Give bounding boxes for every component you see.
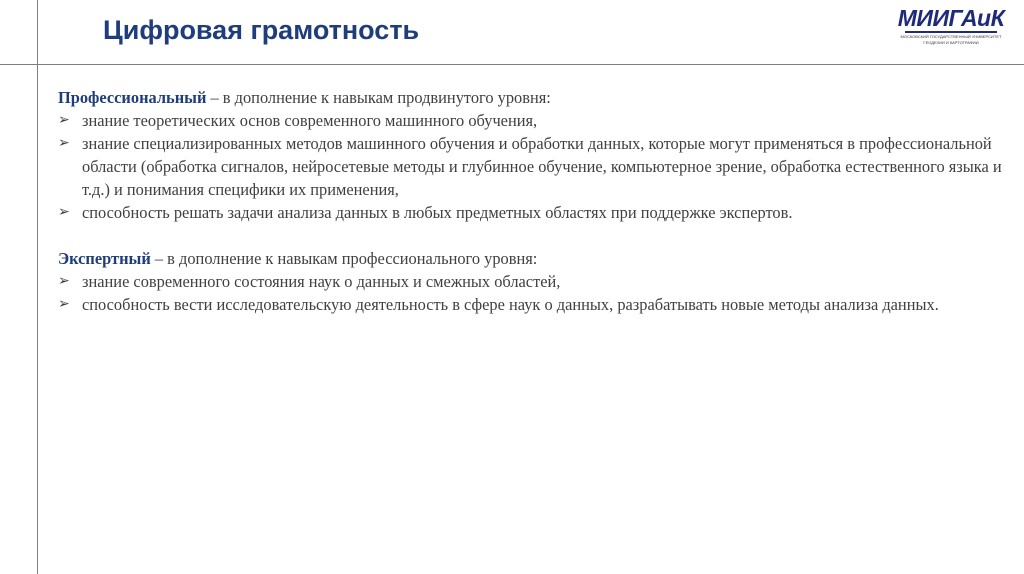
list-item-text: способность решать задачи анализа данных в любых предметных областях при поддержке экспертов. bbox=[82, 203, 793, 222]
slide-title: Цифровая грамотность bbox=[103, 15, 420, 45]
list-item-text: знание специализированных методов машинного обучения и обработки данных, которые могут применяться в профессиональной области (обработка сигналов, нейросетевые методы и глубинное обучение, компьютерное зрение, обработка естественного языка и т.д.) и понимания специфики их применения, bbox=[82, 134, 1002, 199]
logo-underline bbox=[905, 31, 997, 33]
list-item bbox=[58, 293, 1008, 316]
arrow-bullet-icon: ➢ bbox=[58, 273, 70, 289]
arrow-bullet-icon: ➢ bbox=[58, 135, 70, 151]
arrow-bullet-icon: ➢ bbox=[58, 204, 70, 220]
slide-content bbox=[58, 86, 1008, 316]
bullet-list bbox=[58, 109, 1008, 224]
logo-subtitle-1: МОСКОВСКИЙ ГОСУДАРСТВЕННЫЙ УНИВЕРСИТЕТ bbox=[900, 34, 1002, 39]
section-intro: – в дополнение к навыкам профессионального уровня: bbox=[150, 249, 538, 268]
list-item-text: знание современного состояния наук о данных и смежных областей, bbox=[82, 272, 561, 291]
university-logo bbox=[890, 6, 1012, 50]
section-professional bbox=[58, 86, 1008, 224]
list-item-text: способность вести исследовательскую деятельность в сфере наук о данных, разрабатывать новые методы анализа данных. bbox=[82, 295, 939, 314]
arrow-bullet-icon: ➢ bbox=[58, 112, 70, 128]
section-intro: – в дополнение к навыкам продвинутого уровня: bbox=[206, 88, 551, 107]
section-heading bbox=[58, 86, 1008, 109]
list-item-text: знание теоретических основ современного машинного обучения, bbox=[82, 111, 538, 130]
arrow-bullet-icon: ➢ bbox=[58, 296, 70, 312]
logo-name: МИИГАиК bbox=[897, 5, 1005, 31]
vertical-divider bbox=[37, 0, 38, 574]
list-item bbox=[58, 270, 1008, 293]
bullet-list bbox=[58, 270, 1008, 316]
section-heading bbox=[58, 247, 1008, 270]
section-title: Экспертный bbox=[58, 249, 151, 268]
list-item bbox=[58, 132, 1008, 201]
logo-subtitle-2: ГЕОДЕЗИИ И КАРТОГРАФИИ bbox=[923, 40, 979, 45]
section-expert bbox=[58, 247, 1008, 316]
horizontal-divider bbox=[0, 64, 1024, 65]
section-title: Профессиональный bbox=[58, 88, 207, 107]
list-item bbox=[58, 109, 1008, 132]
list-item bbox=[58, 201, 1008, 224]
